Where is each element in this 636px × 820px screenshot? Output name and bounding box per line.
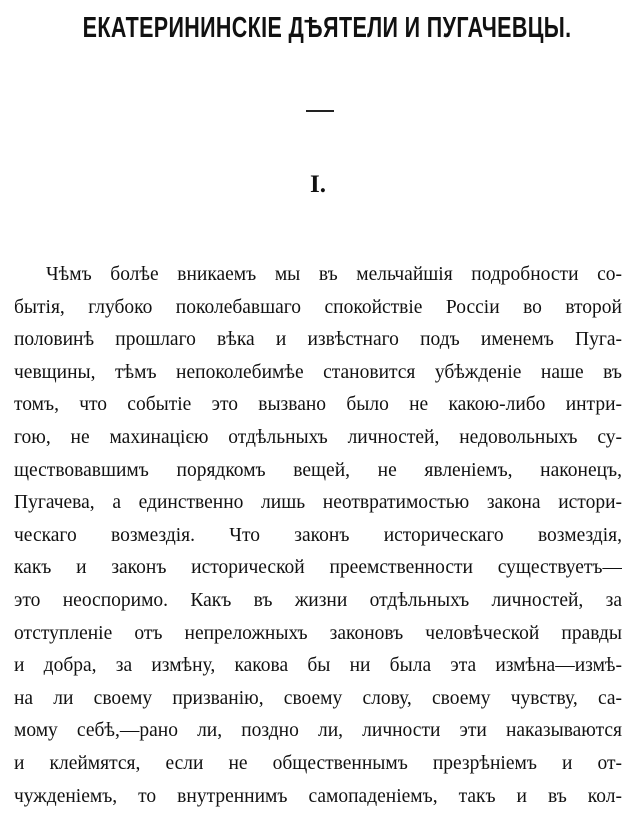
text-line: и добра, за измѣну, какова бы ни была эта измѣна—измѣ- xyxy=(14,655,622,677)
text-line: ческаго возмездія. Что законъ историческаго возмездія, xyxy=(14,524,622,546)
text-line: чевщины, тѣмъ непоколебимѣе становится убѣжденіе наше въ xyxy=(14,361,622,383)
text-line: Чѣмъ болѣе вникаемъ мы въ мельчайшія подробности со- xyxy=(46,264,622,285)
text-line: мому себѣ,—рано ли, поздно ли, личности эти наказываются xyxy=(14,720,622,742)
text-line: отступленіе отъ непреложныхъ законовъ человѣческой правды xyxy=(14,622,622,644)
text-line: какъ и законъ исторической преемственности существуетъ— xyxy=(14,557,622,579)
text-line: и клеймятся, если не общественнымъ презрѣніемъ и от- xyxy=(14,752,622,774)
text-line: на ли своему призванію, своему слову, своему чувству, са- xyxy=(14,687,622,709)
title-divider xyxy=(306,110,334,112)
body-paragraph xyxy=(14,259,622,813)
text-line: Пугачева, а единственно лишь неотвратимостью закона истори- xyxy=(14,492,622,514)
page-title: ЕКАТЕРИНИНСКІЕ ДѢЯТЕЛИ И ПУГАЧЕВЦЫ. xyxy=(82,12,572,44)
text-line: ществовавшимъ порядкомъ вещей, не явленіемъ, наконецъ, xyxy=(14,459,622,481)
chapter-number: I. xyxy=(310,171,326,198)
text-line: половинѣ прошлаго вѣка и извѣстнаго подъ именемъ Пуга- xyxy=(14,329,622,351)
text-line: бытія, глубоко поколебавшаго спокойствіе Россіи во второй xyxy=(14,296,622,318)
text-line: гою, не махинацією отдѣльныхъ личностей, недовольныхъ су- xyxy=(14,426,622,448)
text-line: это неоспоримо. Какъ въ жизни отдѣльныхъ личностей, за xyxy=(14,589,622,611)
text-line: чужденіемъ, то внутреннимъ самопаденіемъ, такъ и въ кол- xyxy=(14,785,622,807)
text-line: томъ, что событіе это вызвано было не какою-либо интри- xyxy=(14,394,622,416)
